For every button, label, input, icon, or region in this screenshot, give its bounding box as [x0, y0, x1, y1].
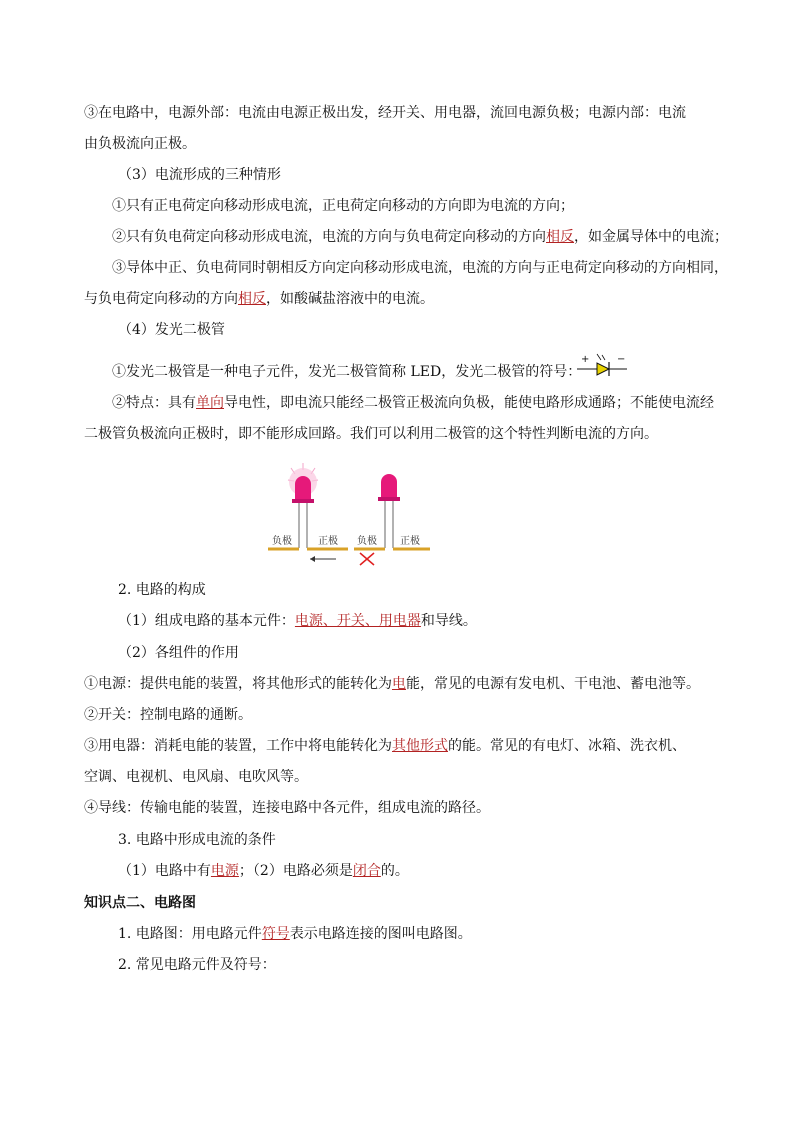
paragraph-common-symbols: 2. 常见电路元件及符号：: [118, 957, 276, 973]
heading-circuit-composition: 2. 电路的构成: [118, 582, 206, 598]
text: ；（2）电路必须是: [238, 863, 353, 879]
led-diode-symbol: [575, 352, 629, 378]
text: ②只有负电荷定向移动形成电流，电流的方向与负电荷定向移动的方向: [112, 229, 546, 245]
answer-blank: 相反: [238, 291, 266, 307]
diode-light-arrow: [597, 354, 601, 360]
label-negative: 负极: [272, 536, 292, 547]
text: 导电性，即电流只能经二极管正极流向负极，能使电路形成通路；不能使电流经: [224, 395, 714, 411]
text: 表示电路连接的图叫电路图。: [289, 926, 472, 942]
diode-minus-sign: −: [617, 354, 626, 365]
paragraph-basic-elements: [118, 611, 477, 631]
list-item-power-source: [84, 674, 700, 694]
subheading-three-cases: （3）电流形成的三种情形: [118, 167, 281, 183]
paragraph-circuit-direction: ③在电路中，电源外部：电流由电源正极出发，经开关、用电器，流回电源负极；电源内部：电流: [84, 105, 686, 121]
list-item-appliance: [84, 736, 686, 756]
subheading-led: （4）发光二极管: [118, 322, 225, 338]
answer-blank: 电源: [210, 863, 239, 879]
answer-blank: 电: [392, 676, 406, 692]
answer-blank: 电源、开关、用电器: [294, 613, 421, 629]
diode-triangle: [597, 363, 609, 375]
paragraph-led-feature: [112, 393, 714, 413]
answer-blank: 其他形式: [392, 738, 448, 754]
diode-light-arrow: [602, 355, 605, 360]
diode-plus-sign: +: [581, 354, 590, 365]
text: （1）组成电路的基本元件：: [118, 613, 295, 629]
paragraph-led-intro: ①发光二极管是一种电子元件，发光二极管简称 LED，发光二极管的符号：: [112, 364, 582, 380]
answer-blank: 相反: [546, 229, 574, 245]
current-arrow: [310, 556, 336, 562]
paragraph-conditions: [118, 861, 409, 881]
text: ，如金属导体中的电流；: [574, 229, 728, 245]
label-negative: 负极: [357, 536, 377, 547]
list-item-continuation: 空调、电视机、电风扇、电吹风等。: [84, 769, 308, 785]
text: 和导线。: [420, 613, 477, 629]
heading-current-conditions: 3. 电路中形成电流的条件: [118, 832, 276, 848]
led-reverse: [378, 474, 400, 548]
text: ，如酸碱盐溶液中的电流。: [266, 291, 434, 307]
subheading-component-roles: （2）各组件的作用: [118, 645, 239, 661]
led-glowing: [288, 463, 318, 548]
text: 能，常见的电源有发电机、干电池、蓄电池等。: [406, 676, 700, 692]
list-item-switch: ②开关：控制电路的通断。: [84, 707, 252, 723]
list-item-wire: ④导线：传输电能的装置，连接电路中各元件，组成电流的路径。: [84, 800, 490, 816]
answer-blank: 闭合: [352, 863, 381, 879]
blocked-cross-icon: [360, 553, 374, 565]
text: 1. 电路图：用电路元件: [118, 926, 262, 942]
answer-blank: 符号: [261, 926, 290, 942]
text: ③用电器：消耗电能的装置，工作中将电能转化为: [84, 738, 392, 754]
paragraph-continuation: 二极管负极流向正极时，即不能形成回路。我们可以利用二极管的这个特性判断电流的方向。: [84, 426, 658, 442]
section-heading-circuit-diagram: 知识点二、电路图: [84, 895, 196, 911]
list-item-continuation: [84, 289, 434, 309]
list-item-negative-charge: [112, 227, 728, 247]
paragraph-circuit-diagram-def: [118, 924, 472, 944]
text: ①电源：提供电能的装置，将其他形式的能转化为: [84, 676, 392, 692]
text: 与负电荷定向移动的方向: [84, 291, 238, 307]
text: 的能。常见的有电灯、冰箱、洗衣机、: [448, 738, 686, 754]
led-conduction-figure: [262, 460, 437, 570]
label-positive: 正极: [318, 536, 338, 547]
list-item-positive-charge: ①只有正电荷定向移动形成电流，正电荷定向移动的方向即为电流的方向；: [112, 198, 574, 214]
text: 的。: [380, 863, 409, 879]
paragraph-continuation: 由负极流向正极。: [84, 136, 196, 152]
label-positive: 正极: [400, 536, 420, 547]
text: ②特点：具有: [112, 395, 196, 411]
list-item-both-charges: ③导体中正、负电荷同时朝相反方向定向移动形成电流，电流的方向与正电荷定向移动的方向相同，: [112, 260, 728, 276]
text: （1）电路中有: [118, 863, 211, 879]
answer-blank: 单向: [196, 395, 224, 411]
